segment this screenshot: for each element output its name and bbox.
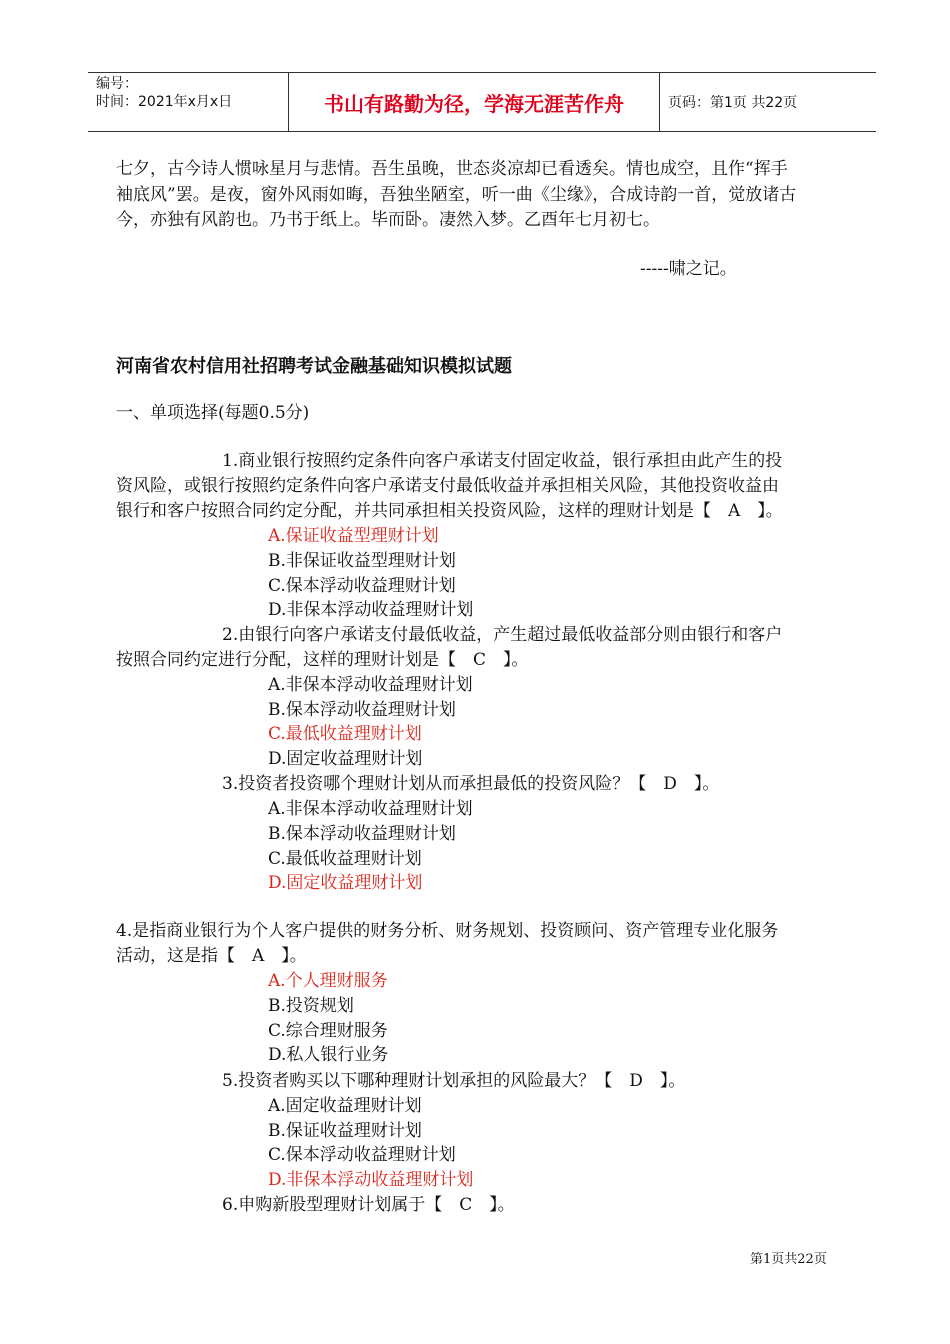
option: C.最低收益理财计划	[268, 849, 422, 869]
section-heading: 一、单项选择(每题0.5分)	[116, 403, 310, 423]
option-answer: D.非保本浮动收益理财计划	[268, 1170, 474, 1190]
option: A.固定收益理财计划	[268, 1096, 422, 1116]
option: B.保本浮动收益理财计划	[268, 824, 456, 844]
option-answer: D.固定收益理财计划	[268, 873, 423, 893]
option-answer: C.最低收益理财计划	[268, 724, 422, 744]
question-line: 6.申购新股型理财计划属于【 C 】。	[222, 1195, 515, 1215]
header-motto-cell	[288, 73, 660, 131]
option-answer: A.保证收益型理财计划	[268, 526, 439, 546]
question-line: 资风险，或银行按照约定条件向客户承诺支付最低收益并承担相关风险，其他投资收益由	[116, 476, 779, 496]
option: B.保证收益理财计划	[268, 1121, 422, 1141]
header-number: 编号：	[96, 76, 138, 92]
preface-line: 袖底风”罢。是夜，窗外风雨如晦，吾独坐陋室，听一曲《尘缘》，合成诗韵一首，觉放诸古	[116, 185, 797, 205]
option: D.非保本浮动收益理财计划	[268, 600, 474, 620]
header-motto: 书山有路勤为径，学海无涯苦作舟	[324, 91, 624, 116]
option: C.综合理财服务	[268, 1021, 388, 1041]
preface-line: 七夕，古今诗人惯咏星月与悲情。吾生虽晚，世态炎凉却已看透矣。情也成空，且作“挥手	[116, 159, 788, 179]
doc-title: 河南省农村信用社招聘考试金融基础知识模拟试题	[116, 356, 512, 377]
question-line: 3.投资者投资哪个理财计划从而承担最低的投资风险？【 D 】。	[222, 774, 720, 794]
option: C.保本浮动收益理财计划	[268, 1145, 456, 1165]
option: B.投资规划	[268, 996, 354, 1016]
question-line: 5.投资者购买以下哪种理财计划承担的风险最大？【 D 】。	[222, 1071, 686, 1091]
header-table	[88, 72, 876, 132]
option: D.固定收益理财计划	[268, 749, 423, 769]
header-meta	[88, 73, 288, 131]
option: B.非保证收益型理财计划	[268, 551, 456, 571]
option: C.保本浮动收益理财计划	[268, 576, 456, 596]
preface-line: 今，亦独有风韵也。乃书于纸上。毕而卧。凄然入梦。乙酉年七月初七。	[116, 210, 660, 230]
option: A.非保本浮动收益理财计划	[268, 799, 473, 819]
header-time: 时间：2021年x月x日	[96, 94, 233, 110]
question-line: 4.是指商业银行为个人客户提供的财务分析、财务规划、投资顾问、资产管理专业化服务	[116, 921, 779, 941]
preface-signature: -----啸之记。	[640, 259, 737, 279]
question-line: 按照合同约定进行分配，这样的理财计划是【 C 】。	[116, 650, 529, 670]
option: B.保本浮动收益理财计划	[268, 700, 456, 720]
option: D.私人银行业务	[268, 1045, 389, 1065]
question-line: 银行和客户按照合同约定分配，并共同承担相关投资风险，这样的理财计划是【 A 】。	[116, 501, 783, 521]
question-line: 活动，这是指【 A 】。	[116, 946, 307, 966]
question-line: 2.由银行向客户承诺支付最低收益，产生超过最低收益部分则由银行和客户	[222, 625, 783, 645]
option: A.非保本浮动收益理财计划	[268, 675, 473, 695]
page-footer: 第1页共22页	[750, 1252, 827, 1267]
question-line: 1.商业银行按照约定条件向客户承诺支付固定收益，银行承担由此产生的投	[222, 451, 783, 471]
header-page: 页码：第1页 共22页	[668, 95, 798, 111]
option-answer: A.个人理财服务	[268, 971, 388, 991]
